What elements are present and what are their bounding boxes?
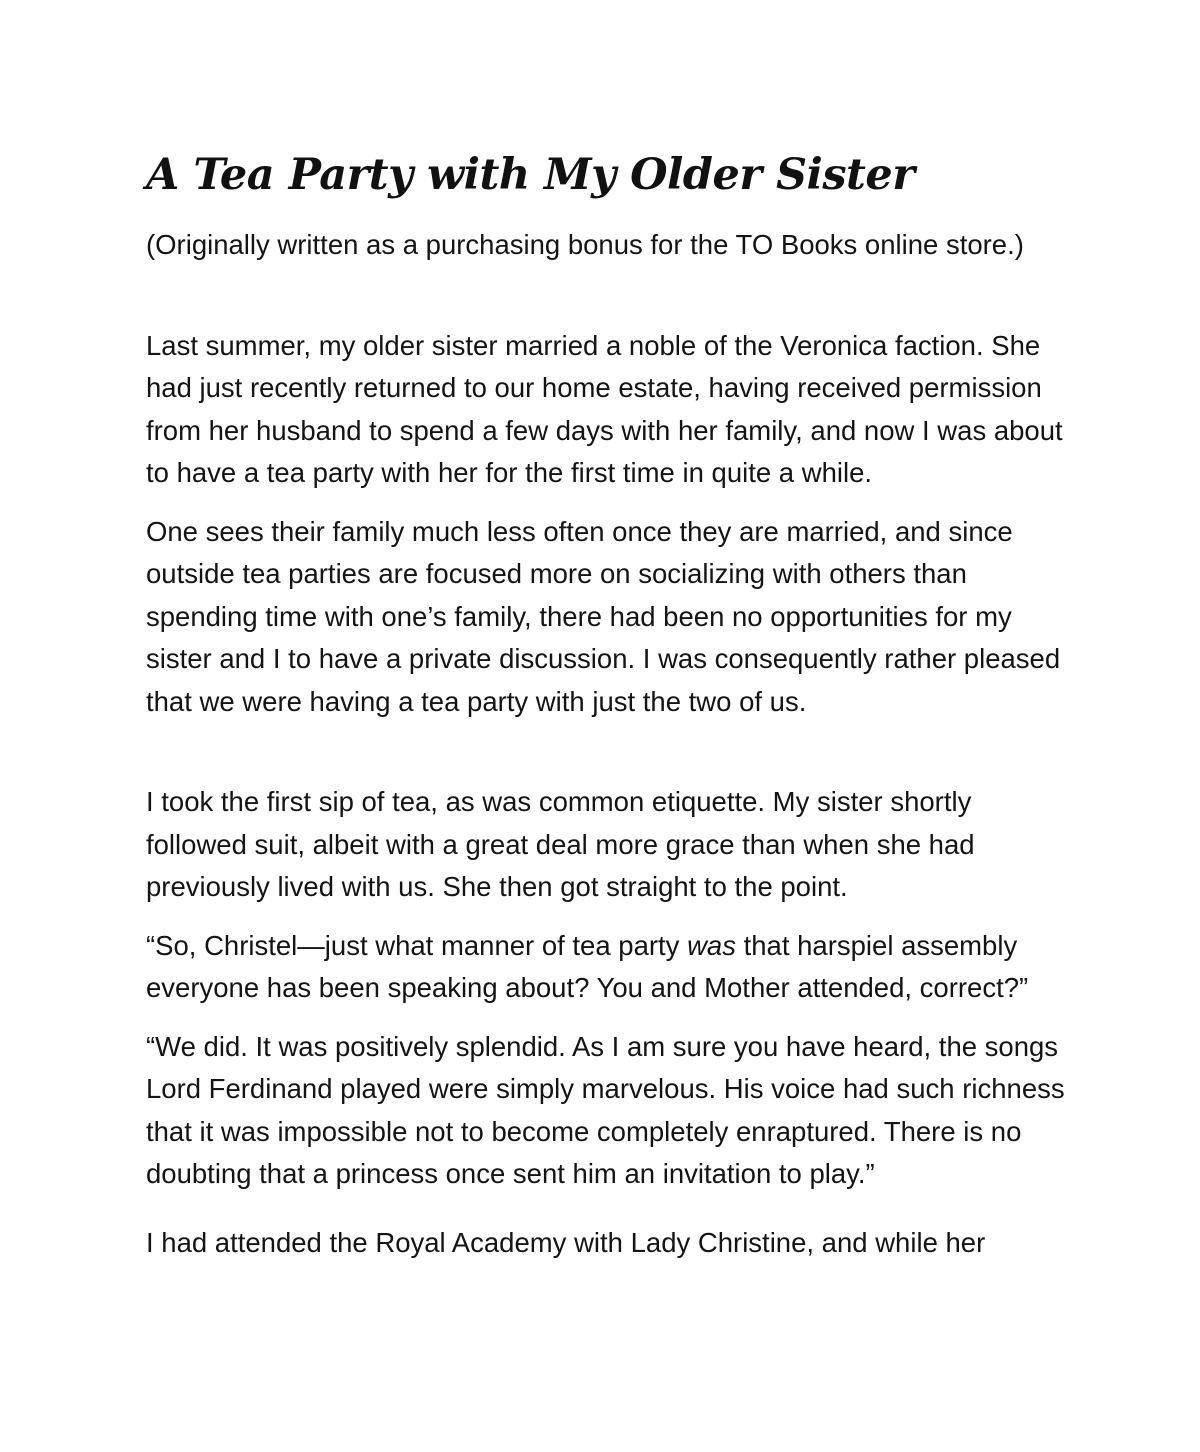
chapter-title: A Tea Party with My Older Sister (146, 150, 915, 200)
paragraph-5-dialogue: “We did. It was positively splendid. As I am sure you have heard, the songs Lord Ferdinand played were simply marvelous. His voice had such richness that it was impossible not to become completely enraptured. There is no doubting that a princess once sent him an invitation to play.” (146, 1030, 1065, 1189)
paragraph-6-partial: I had attended the Royal Academy with Lady Christine, and while her (146, 1226, 986, 1258)
document-body (146, 146, 1066, 1280)
paragraph-2: One sees their family much less often once they are married, and since outside tea parties are focused more on socializing with others than spending time with one’s family, there had been no opportunities for my sister and I to have a private discussion. I was consequently rather pleased that we were having a tea party with just the two of us. (146, 515, 1061, 717)
paragraph-4-emphasis: was (687, 929, 736, 961)
paragraph-4-text-before: “So, Christel—just what manner of tea party (146, 929, 688, 961)
paragraph-4-dialogue (146, 925, 1066, 1010)
paragraph-1: Last summer, my older sister married a noble of the Veronica faction. She had just recently returned to our home estate, having received permission from her husband to spend a few days with her family, and now I was about to have a tea party with her for the first time in quite a while. (146, 329, 1063, 488)
paragraph-4-text-after: that harspiel assembly everyone has been speaking about? You and Mother attended, correct?” (146, 929, 1029, 1003)
subtitle-note: (Originally written as a purchasing bonus for the TO Books online store.) (146, 229, 1024, 260)
paragraph-3: I took the first sip of tea, as was common etiquette. My sister shortly followed suit, albeit with a great deal more grace than when she had previously lived with us. She then got straight to the point. (146, 786, 975, 902)
